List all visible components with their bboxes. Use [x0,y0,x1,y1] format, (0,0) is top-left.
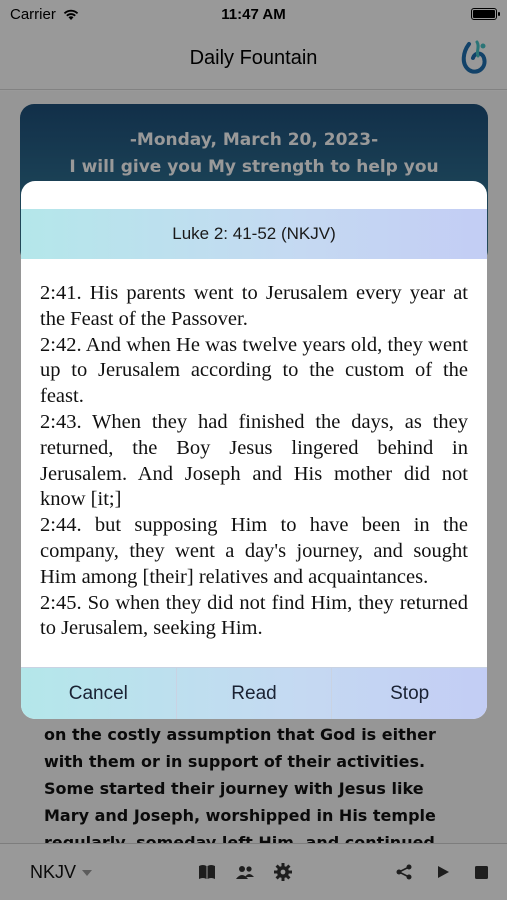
verse-text: 2:41. His parents went to Jerusalem every year at the Feast of the Passover. [40,282,468,330]
verse-text: 2:43. When they had finished the days, as they returned, the Boy Jesus lingered behind in Jerusalem. And Joseph and His mother did not know [it;] [40,410,468,511]
scripture-text[interactable] [40,281,468,641]
banner-line: -Monday, March 20, 2023- [129,130,379,150]
version-label: NKJV [30,862,77,882]
verse-text: 2:42. And when He was twelve years old, they went up to Jerusalem according to the custom of the feast. [40,333,468,408]
verse-text: 2:44. but supposing Him to have been in the company, they went a day's journey, and sought Him among [their] relatives and acquaintances. [40,514,468,588]
nav-title: Daily Fountain [189,47,318,69]
body-line: with them or in support of their activities. [44,752,426,771]
dialog-header [21,209,487,259]
scripture-reading-dialog [21,181,487,719]
banner-line: I will give you My strength to help you [69,157,439,177]
dialog-button-bar [21,667,487,719]
cancel-button[interactable]: Cancel [21,668,177,719]
body-line: Mary and Joseph, worshipped in His temple [44,806,436,825]
status-time: 11:47 AM [221,5,286,23]
read-button[interactable]: Read [177,668,333,719]
carrier-label: Carrier [10,5,56,23]
body-line: on the costly assumption that God is either [44,725,436,744]
dialog-title: Luke 2: 41-52 (NKJV) [172,224,336,243]
body-line: Some started their journey with Jesus like [44,779,424,798]
verse-text: 2:45. So when they did not find Him, they returned to Jerusalem, seeking Him. [40,591,468,640]
stop-button[interactable]: Stop [390,682,430,704]
